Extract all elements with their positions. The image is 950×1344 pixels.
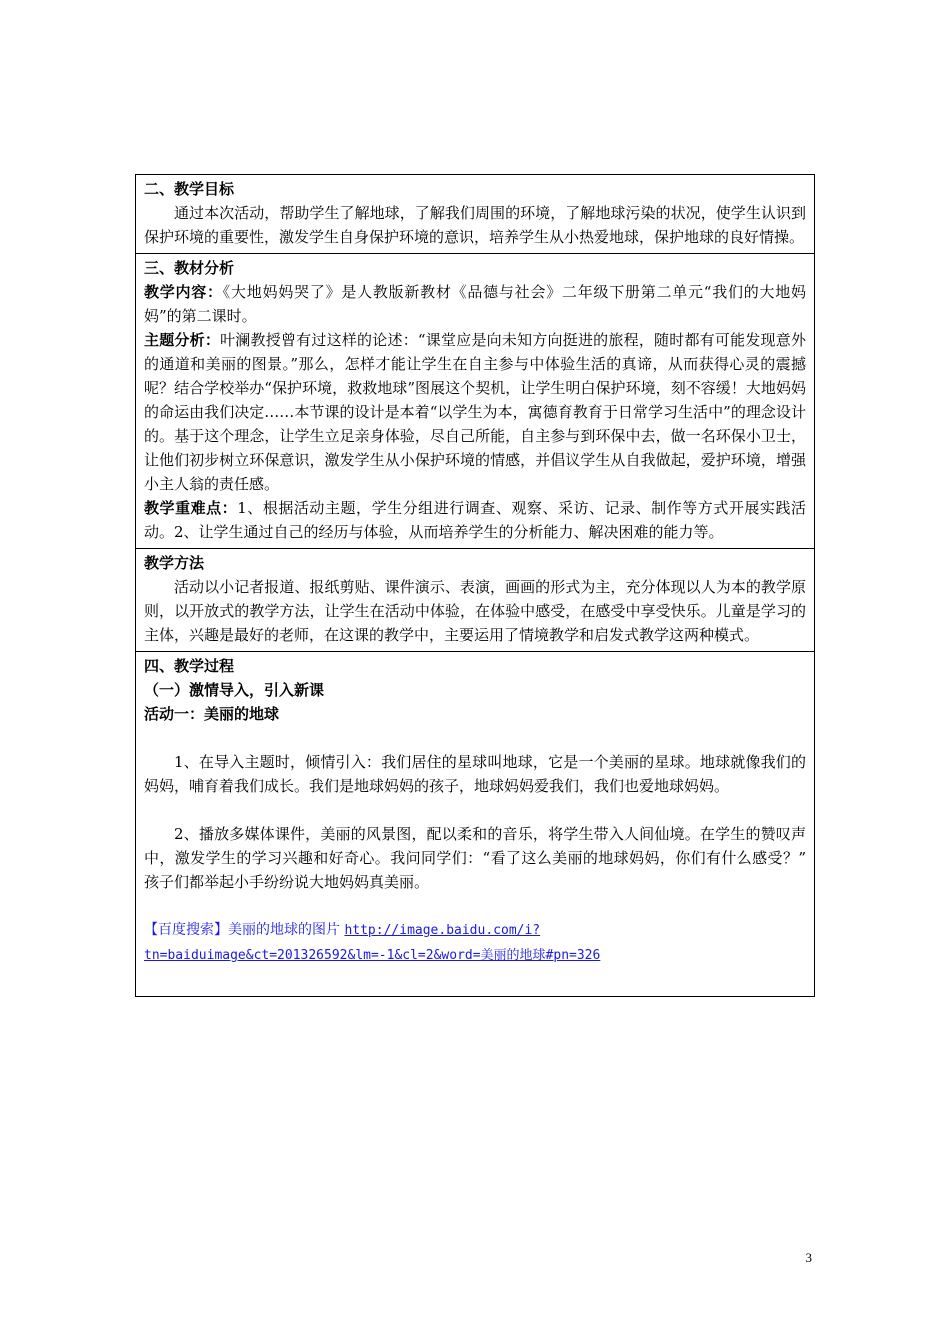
sub-heading: （一）激情导入，引入新课 — [144, 681, 325, 699]
theme-analysis-label: 主题分析： — [144, 331, 221, 349]
key-points-paragraph — [144, 496, 806, 544]
objectives-text: 通过本次活动，帮助学生了解地球，了解我们周围的环境，了解地球污染的状况，使学生认识到保护环境的重要性，激发学生自身保护环境的意识，培养学生从小热爱地球，保护地球的良好情操。 — [144, 204, 806, 246]
section-teaching-process — [136, 651, 814, 996]
page-number: 3 — [805, 1250, 812, 1265]
section-heading: 四、教学过程 — [144, 657, 235, 675]
theme-analysis-paragraph — [144, 328, 806, 496]
section-heading: 三、教材分析 — [144, 259, 235, 277]
section-teaching-objectives — [136, 175, 814, 253]
methods-text: 活动以小记者报道、报纸剪贴、课件演示、表演，画画的形式为主，充分体现以人为本的教学原则，以开放式的教学方法，让学生在活动中体验，在体验中感受，在感受中享受快乐。儿童是学习的主体，兴趣是最好的老师，在这课的教学中，主要运用了情境教学和启发式教学这两种模式。 — [144, 578, 806, 644]
process-paragraph-1: 1、在导入主题时，倾情引入：我们居住的星球叫地球，它是一个美丽的星球。地球就像我们的妈妈，哺育着我们成长。我们是地球妈妈的孩子，地球妈妈爱我们，我们也爱地球妈妈。 — [144, 753, 806, 795]
key-points-text: 1、根据活动主题，学生分组进行调查、观察、采访、记录、制作等方式开展实践活动。2、让学生通过自己的经历与体验，从而培养学生的分析能力、解决困难的能力等。 — [144, 499, 806, 541]
teaching-content-label: 教学内容： — [144, 283, 223, 301]
section-material-analysis — [136, 253, 814, 548]
section-teaching-methods — [136, 548, 814, 651]
lesson-plan-table — [135, 174, 815, 997]
theme-analysis-text: 叶澜教授曾有过这样的论述：“课堂应是向未知方向挺进的旅程，随时都有可能发现意外的通道和美丽的图景。”那么，怎样才能让学生在自主参与中体验生活的真谛，从而获得心灵的震撼呢？结合学校举办“保护环境，救救地球”图展这个契机，让学生明白保护环境，刻不容缓！大地妈妈的命运由我们决定……本节课的设计是本着“以学生为本，寓德育教育于日常学习生活中”的理念设计的。基于这个理念，让学生立足亲身体验，尽自己所能，自主参与到环保中去，做一名环保小卫士，让他们初步树立环保意识，激发学生从小保护环境的情感，并倡议学生从自我做起，爱护环境，增强小主人翁的责任感。 — [144, 331, 806, 493]
baidu-image-link[interactable]: http://image.baidu.com/i?tn=baiduimage&ct=201326592&lm=-1&cl=2&word=美丽的地球#pn=326 — [144, 923, 601, 963]
baidu-search-reference — [144, 918, 806, 968]
section-heading: 教学方法 — [144, 554, 205, 572]
teaching-content-paragraph — [144, 280, 806, 328]
teaching-content-text: 《大地妈妈哭了》是人教版新教材《品德与社会》二年级下册第二单元“我们的大地妈妈”的第二课时。 — [144, 283, 806, 325]
search-prefix: 【百度搜索】美丽的地球的图片 — [144, 922, 340, 938]
section-heading: 二、教学目标 — [144, 180, 235, 198]
key-points-label: 教学重难点： — [144, 499, 238, 517]
activity-heading: 活动一：美丽的地球 — [144, 705, 280, 723]
process-paragraph-2: 2、播放多媒体课件，美丽的风景图，配以柔和的音乐，将学生带入人间仙境。在学生的赞叹声中，激发学生的学习兴趣和好奇心。我问同学们：“看了这么美丽的地球妈妈，你们有什么感受？” 孩子们都举起小手纷纷说大地妈妈真美丽。 — [144, 825, 806, 891]
